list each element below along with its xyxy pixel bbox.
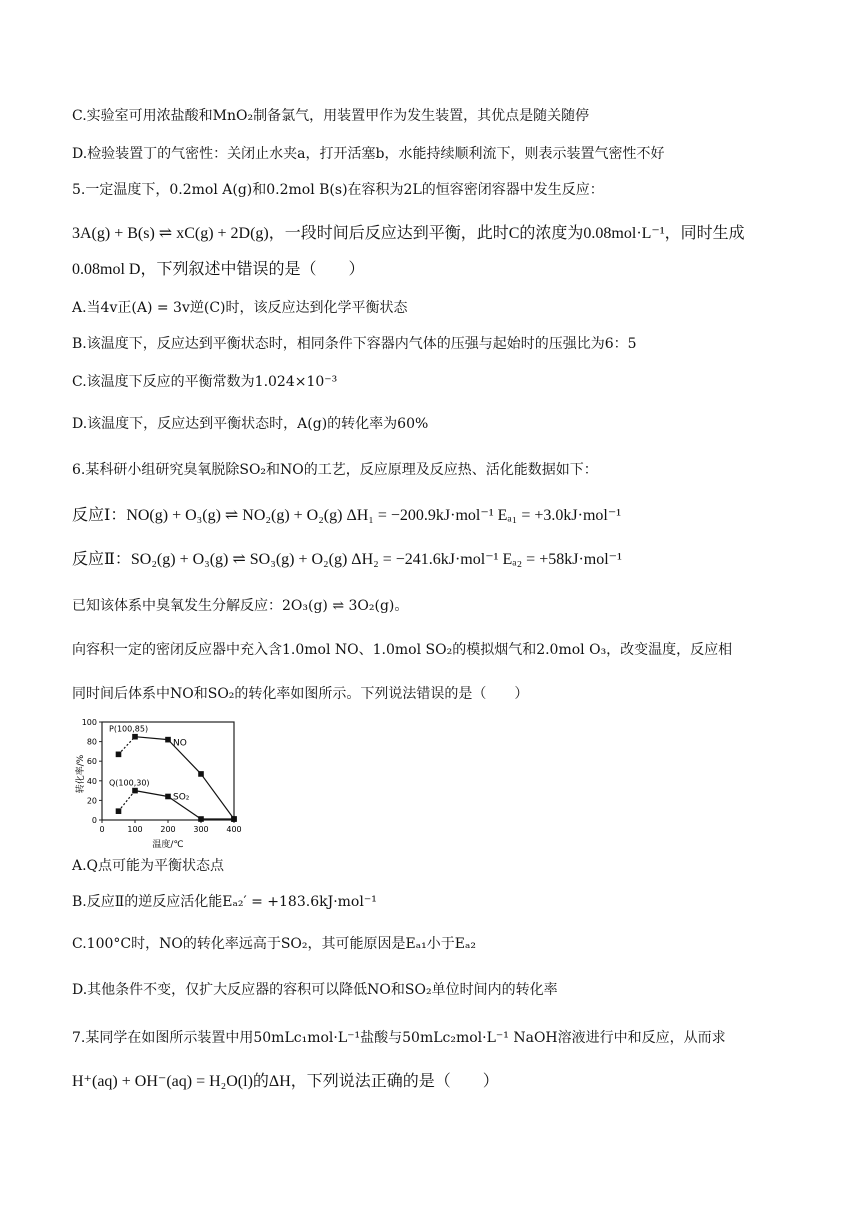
x-tick-label: 100 xyxy=(127,825,143,834)
series-so2-point xyxy=(165,794,171,800)
question-6-option-c: C.100°C时，NO的转化率远高于SO₂，其可能原因是Eₐ₁小于Eₐ₂ xyxy=(72,936,476,952)
series-no-point xyxy=(198,771,204,777)
series-so2-point xyxy=(198,816,204,822)
question-6-option-a: A.Q点可能为平衡状态点 xyxy=(72,858,225,874)
series-no-segment xyxy=(201,774,234,819)
question-5-option-d: D.该温度下，反应达到平衡状态时，A(g)的转化率为60% xyxy=(72,416,429,432)
series-so2-point xyxy=(116,808,122,814)
x-tick-label: 200 xyxy=(160,825,176,834)
x-tick-label: 400 xyxy=(226,825,242,834)
series-so2-segment xyxy=(119,791,136,812)
question-6-reaction-2: 反应Ⅱ：SO₂(g) + O₃(g) ⇌ SO₃(g) + O₂(g) ΔH₂ = −241.6kJ·mol⁻¹ Eₐ₂ = +58kJ·mol⁻¹ xyxy=(72,551,622,568)
series-no-label: NO xyxy=(173,738,187,749)
series-so2-segment xyxy=(135,791,168,797)
series-no-segment xyxy=(135,737,168,740)
y-axis-label: 转化率/% xyxy=(76,754,86,794)
series-so2-point xyxy=(231,816,237,822)
annotation-q: Q(100,30) xyxy=(109,778,150,788)
series-so2-point xyxy=(132,788,138,794)
series-no-point xyxy=(132,734,138,740)
question-6-stem-1: 6.某科研小组研究臭氧脱除SO₂和NO的工艺，反应原理及反应热、活化能数据如下： xyxy=(72,462,598,478)
question-6-ozone-decomposition: 已知该体系中臭氧发生分解反应：2O₃(g) ⇌ 3O₂(g)。 xyxy=(72,598,409,614)
y-tick-label: 60 xyxy=(86,757,97,767)
x-tick-label: 300 xyxy=(193,825,209,834)
question-5-option-c: C.该温度下反应的平衡常数为1.024×10⁻³ xyxy=(72,374,338,390)
question-7-stem-1: 7.某同学在如图所示装置中用50mLc₁mol·L⁻¹盐酸与50mLc₂mol·L⁻¹ NaOH溶液进行中和反应，从而求 xyxy=(72,1030,726,1046)
question-4-option-c: C.实验室可用浓盐酸和MnO₂制备氯气，用装置甲作为发生装置，其优点是随关随停 xyxy=(72,108,590,124)
y-tick-label: 20 xyxy=(86,796,97,806)
question-4-option-d: D.检验装置丁的气密性：关闭止水夹a，打开活塞b，水能持续顺利流下，则表示装置气密性不好 xyxy=(72,146,665,162)
question-6-stem-3: 同时间后体系中NO和SO₂的转化率如图所示。下列说法错误的是（ ） xyxy=(72,686,529,702)
series-so2-label: SO₂ xyxy=(173,792,190,803)
question-6-reaction-1: 反应Ⅰ：NO(g) + O₃(g) ⇌ NO₂(g) + O₂(g) ΔH₁ = −200.9kJ·mol⁻¹ Eₐ₁ = +3.0kJ·mol⁻¹ xyxy=(72,507,622,524)
series-no-point xyxy=(165,737,171,743)
question-5-option-a: A.当4v正(A) = 3v逆(C)时，该反应达到化学平衡状态 xyxy=(72,300,408,316)
question-6-stem-2: 向容积一定的密闭反应器中充入含1.0mol NO、1.0mol SO₂的模拟烟气和2.0mol O₃，改变温度，反应相 xyxy=(72,642,733,658)
question-6-option-d: D.其他条件不变，仅扩大反应器的容积可以降低NO和SO₂单位时间内的转化率 xyxy=(72,982,558,998)
question-6-option-b: B.反应Ⅱ的逆反应活化能Eₐ₂′ = +183.6kJ·mol⁻¹ xyxy=(72,894,377,910)
y-tick-label: 40 xyxy=(86,776,97,786)
plot-area xyxy=(82,718,242,834)
conversion-rate-chart xyxy=(74,716,242,852)
x-tick-label: 0 xyxy=(99,825,105,834)
y-tick-label: 80 xyxy=(86,737,97,747)
question-5-stem-2: 3A(g) + B(s) ⇌ xC(g) + 2D(g)，一段时间后反应达到平衡，此时C的浓度为0.08mol·L⁻¹，同时生成 xyxy=(72,225,745,242)
y-tick-label: 0 xyxy=(91,816,97,825)
question-5-stem-1: 5.一定温度下，0.2mol A(g)和0.2mol B(s)在容积为2L的恒容密闭容器中发生反应： xyxy=(72,182,604,198)
y-tick-label: 100 xyxy=(81,718,97,727)
x-axis-label: 温度/℃ xyxy=(152,840,184,850)
question-5-stem-3: 0.08mol D，下列叙述中错误的是（ ） xyxy=(72,261,365,278)
series-no-point xyxy=(116,752,122,758)
question-5-option-b: B.该温度下，反应达到平衡状态时，相同条件下容器内气体的压强与起始时的压强比为6：5 xyxy=(72,336,637,352)
question-7-stem-2: H⁺(aq) + OH⁻(aq) = H₂O(l)的ΔH，下列说法正确的是（ ） xyxy=(72,1073,499,1090)
annotation-p: P(100,85) xyxy=(109,724,149,734)
plot-frame xyxy=(102,722,234,820)
